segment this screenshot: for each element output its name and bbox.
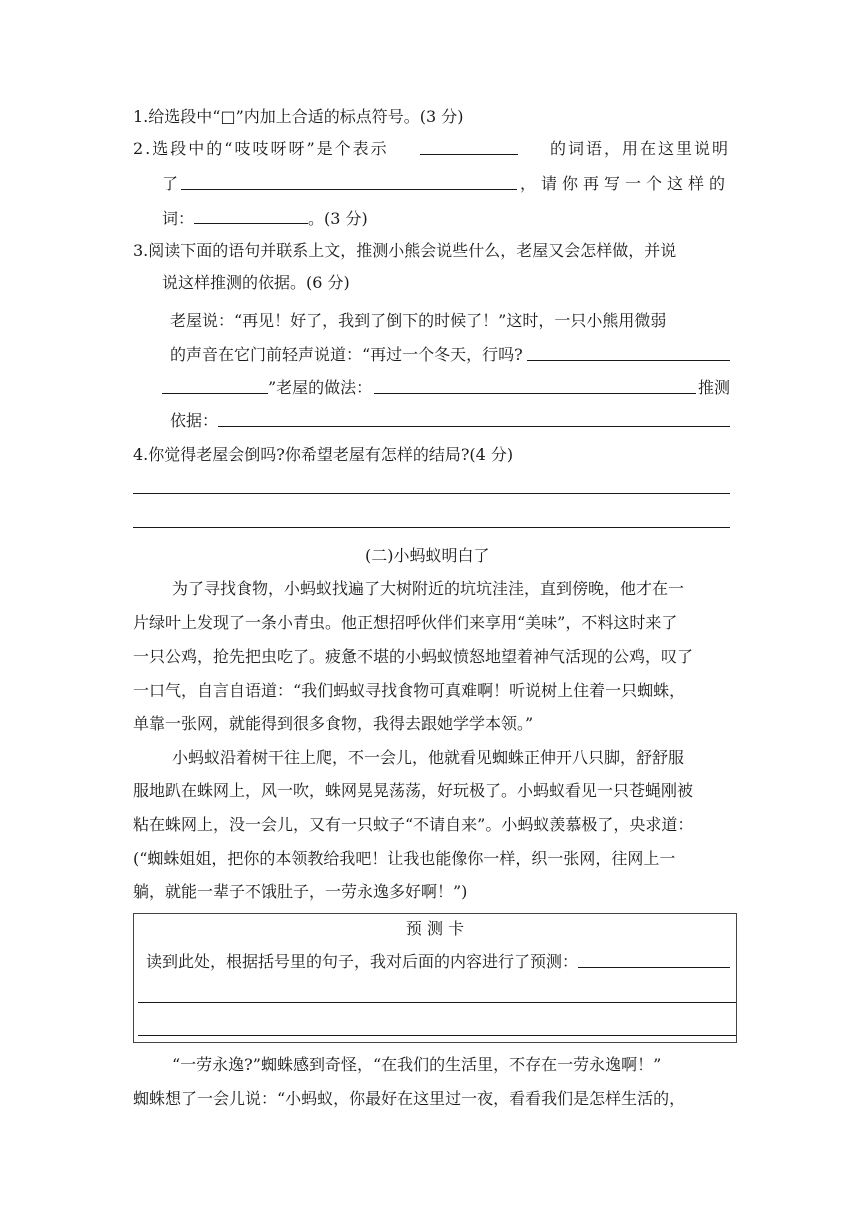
prediction-card-title: 预 测 卡	[405, 919, 465, 938]
question-2-text-e: 词：	[162, 209, 195, 228]
paragraph-1-line: 片绿叶上发现了一条小青虫。他正想招呼伙伴们来享用“美味”，不料这时来了	[133, 613, 678, 632]
answer-blank-q3-basis[interactable]	[218, 410, 730, 427]
paragraph-1-line: 单靠一张网，就能得到很多食物，我得去跟她学学本领。”	[133, 714, 534, 733]
answer-blank-q2-type[interactable]	[420, 138, 518, 155]
prediction-card-prompt: 读到此处，根据括号里的句子，我对后面的内容进行了预测：	[146, 952, 579, 971]
prediction-card	[133, 913, 737, 1043]
question-2-line-3	[162, 207, 368, 230]
paragraph-1-line: 一只公鸡，抢先把虫吃了。疲惫不堪的小蚂蚁愤怒地望着神气活现的公鸡，叹了	[133, 647, 694, 666]
question-2-text-b: 的词语，用在这里说明	[549, 139, 730, 158]
answer-blank-q3-bear[interactable]	[527, 344, 730, 361]
question-2-text-f: 。(3 分)	[308, 209, 368, 228]
paragraph-1-line: 为了寻找食物，小蚂蚁找遍了大树附近的坑坑洼洼，直到傍晚，他才在一	[172, 579, 685, 598]
answer-line-prediction-2[interactable]	[138, 1035, 736, 1036]
question-2-text-d: ，请你再写一个这样的	[519, 174, 730, 193]
paragraph-3-line: “一劳永逸?”蜘蛛感到奇怪，“在我们的生活里，不存在一劳永逸啊！”	[172, 1055, 662, 1074]
paragraph-2-line: (“蜘蛛姐姐，把你的本领教给我吧！让我也能像你一样，织一张网，往网上一	[133, 849, 676, 868]
prediction-card-prompt-line	[146, 951, 730, 973]
question-3-close-text: ”老屋的做法：	[268, 378, 373, 397]
answer-line-prediction-1[interactable]	[138, 1002, 736, 1003]
question-3-basis-label: 依据：	[170, 411, 219, 430]
answer-line-q4-2[interactable]	[133, 527, 730, 528]
question-3-line-5	[170, 410, 730, 432]
answer-line-q4-1[interactable]	[133, 493, 730, 494]
question-4: 4.你觉得老屋会倒吗?你希望老屋有怎样的结局?(4 分)	[133, 445, 514, 464]
section-title: (二)小蚂蚁明白了	[365, 546, 490, 565]
paragraph-2-line: 服地趴在蛛网上，风一吹，蛛网晃晃荡荡，好玩极了。小蚂蚁看见一只苍蝇刚被	[133, 781, 694, 800]
question-2-text-c: 了	[162, 174, 179, 193]
question-3-quote-line-2	[170, 344, 730, 366]
question-3-line-4	[162, 377, 730, 399]
paragraph-2-line: 粘在蛛网上，没一会儿，又有一只蚊子“不请自来”。小蚂蚁羡慕极了，央求道：	[133, 815, 694, 834]
question-3-line-2: 说这样推测的依据。(6 分)	[162, 273, 350, 292]
answer-blank-prediction[interactable]	[578, 951, 730, 968]
paragraph-3-line: 蜘蛛想了一会儿说：“小蚂蚁，你最好在这里过一夜，看看我们是怎样生活的，	[133, 1089, 686, 1108]
question-2-line-1	[133, 138, 730, 160]
question-3-quote-line-1: 老屋说：“再见！好了，我到了倒下的时候了！”这时，一只小熊用微弱	[170, 311, 667, 330]
question-2-text-a: 2.选段中的“吱吱呀呀”是个表示	[133, 139, 389, 158]
paragraph-2-line: 躺，就能一辈子不饿肚子，一劳永逸多好啊！”)	[133, 882, 468, 901]
question-3-line-1: 3.阅读下面的语句并联系上文，推测小熊会说些什么，老屋又会怎样做，并说	[133, 241, 677, 260]
answer-blank-q2-meaning[interactable]	[181, 173, 517, 190]
answer-blank-q2-word[interactable]	[194, 207, 308, 224]
question-2-line-2	[162, 173, 730, 195]
answer-blank-q3-house[interactable]	[374, 377, 696, 394]
question-1: 1.给选段中“□”内加上合适的标点符号。(3 分)	[133, 107, 464, 126]
question-3-predict-label: 推测	[697, 378, 730, 397]
paragraph-2-line: 小蚂蚁沿着树干往上爬，不一会儿，他就看见蜘蛛正伸开八只脚，舒舒服	[172, 748, 685, 767]
paragraph-1-line: 一口气，自言自语道：“我们蚂蚁寻找食物可真难啊！听说树上住着一只蜘蛛，	[133, 681, 686, 700]
answer-blank-q3-bear-cont[interactable]	[162, 377, 268, 394]
question-3-quote-text: 的声音在它门前轻声说道：“再过一个冬天，行吗?	[170, 345, 523, 364]
